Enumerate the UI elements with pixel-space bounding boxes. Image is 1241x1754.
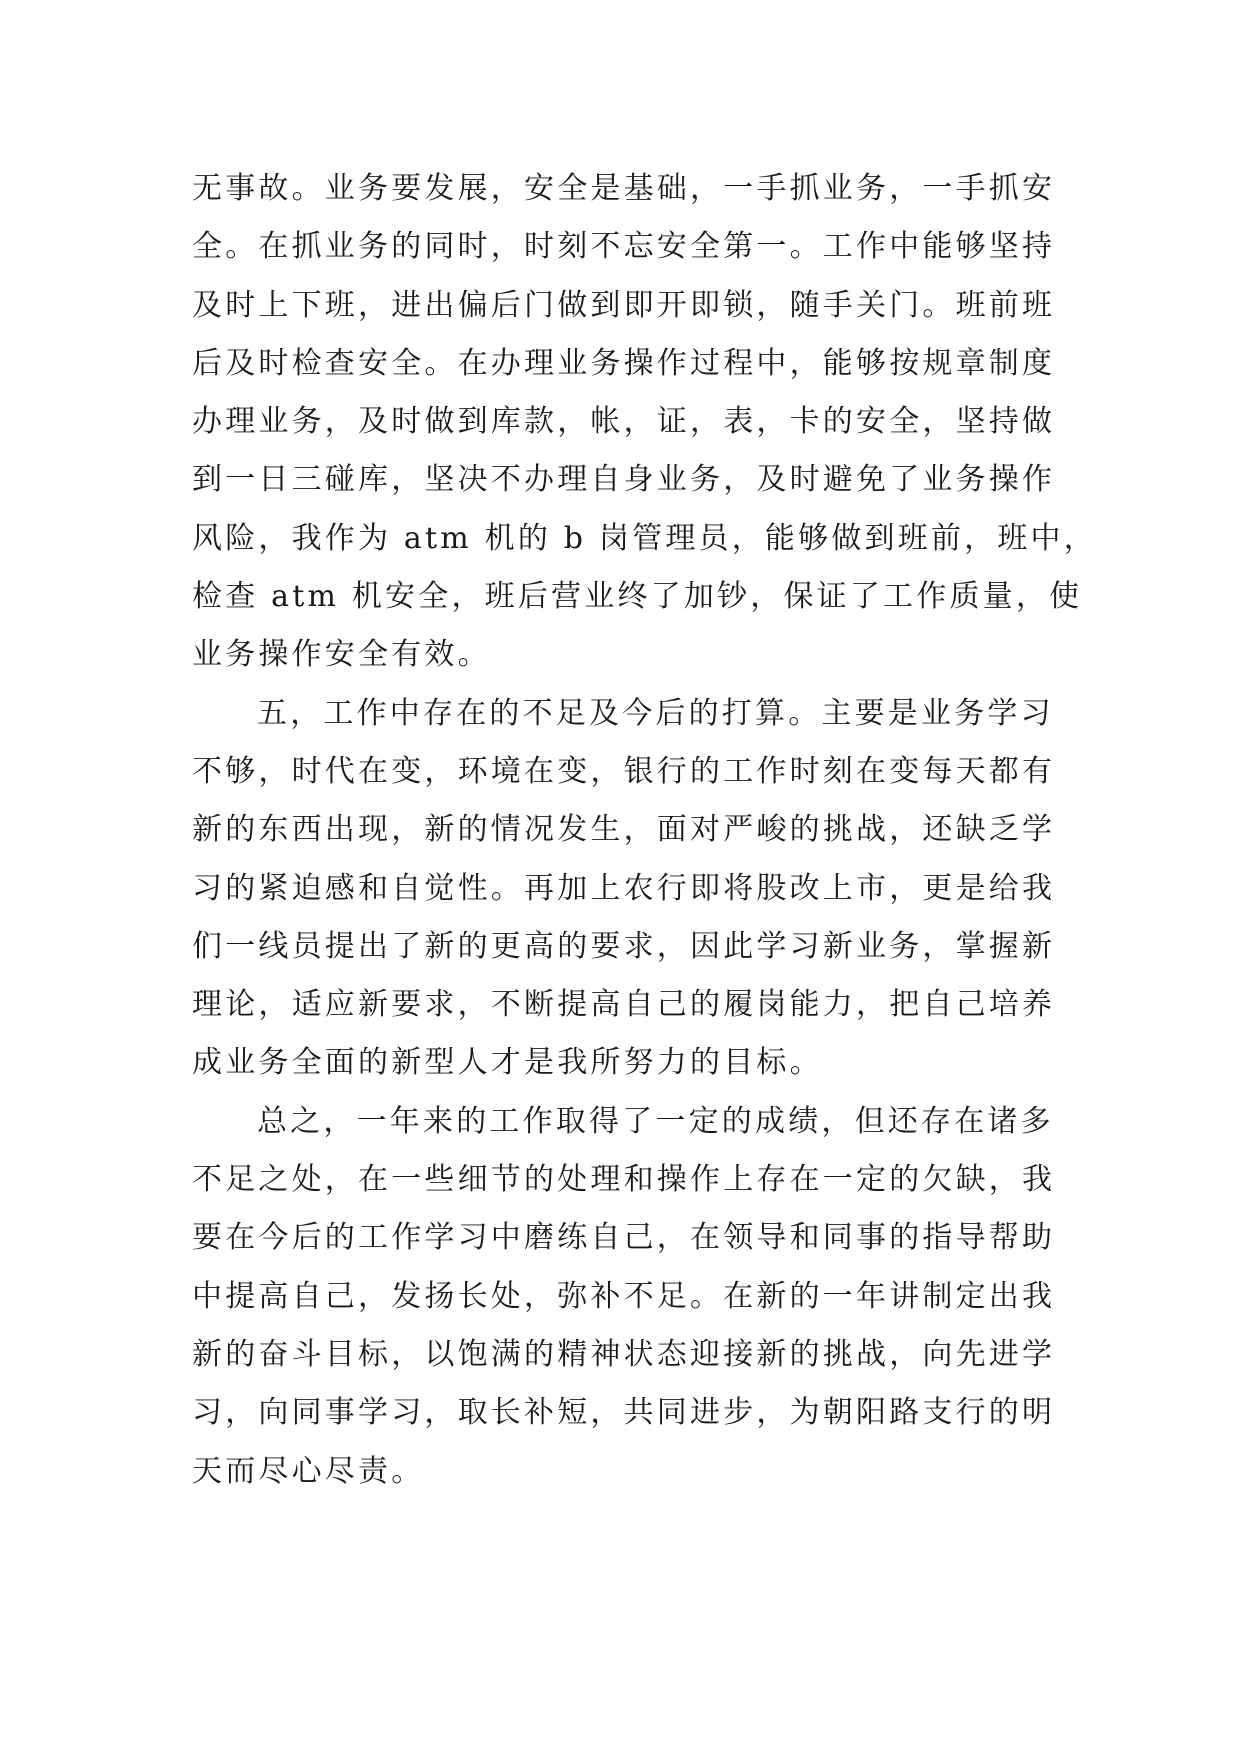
text-line: 理论，适应新要求，不断提高自己的履岗能力，把自己培养 [192,987,1056,1023]
text-line: 风险，我作为 atm 机的 b 岗管理员，能够做到班前，班中， [192,520,1097,556]
document-body [192,160,1097,1501]
text-line: 及时上下班，进出偏后门做到即开即锁，随手关门。班前班 [192,287,1056,323]
text-line: 检查 atm 机安全，班后营业终了加钞，保证了工作质量，使 [192,579,1083,615]
text-line: 天而尽心尽责。 [192,1453,425,1489]
text-line: 全。在抓业务的同时，时刻不忘安全第一。工作中能够坚持 [192,229,1056,265]
text-line: 业务操作安全有效。 [192,637,491,673]
text-line: 新的奋斗目标，以饱满的精神状态迎接新的挑战，向先进学 [192,1336,1056,1372]
text-line: 成业务全面的新型人才是我所努力的目标。 [192,1045,823,1081]
text-line: 办理业务，及时做到库款，帐，证，表，卡的安全，坚持做 [192,404,1056,440]
text-line: 无事故。业务要发展，安全是基础，一手抓业务，一手抓安 [192,171,1056,206]
text-line: 不足之处，在一些细节的处理和操作上存在一定的欠缺，我 [192,1162,1056,1198]
text-line: 习，向同事学习，取长补短，共同进步，为朝阳路支行的明 [192,1395,1056,1431]
text-line: 习的紧迫感和自觉性。再加上农行即将股改上市，更是给我 [192,870,1056,906]
paragraph-start-line: 五，工作中存在的不足及今后的打算。主要是业务学习 [257,695,1054,731]
text-line: 到一日三碰库，坚决不办理自身业务，及时避免了业务操作 [192,462,1056,498]
text-line: 新的东西出现，新的情况发生，面对严峻的挑战，还缺乏学 [192,812,1056,848]
paragraph-start-line: 总之，一年来的工作取得了一定的成绩，但还存在诸多 [257,1103,1054,1139]
text-line: 要在今后的工作学习中磨练自己，在领导和同事的指导帮助 [192,1220,1056,1256]
text-line: 后及时检查安全。在办理业务操作过程中，能够按规章制度 [192,345,1056,381]
text-line: 不够，时代在变，环境在变，银行的工作时刻在变每天都有 [192,753,1056,789]
text-line: 中提高自己，发扬长处，弥补不足。在新的一年讲制定出我 [192,1278,1056,1314]
text-line: 们一线员提出了新的更高的要求，因此学习新业务，掌握新 [192,928,1056,964]
